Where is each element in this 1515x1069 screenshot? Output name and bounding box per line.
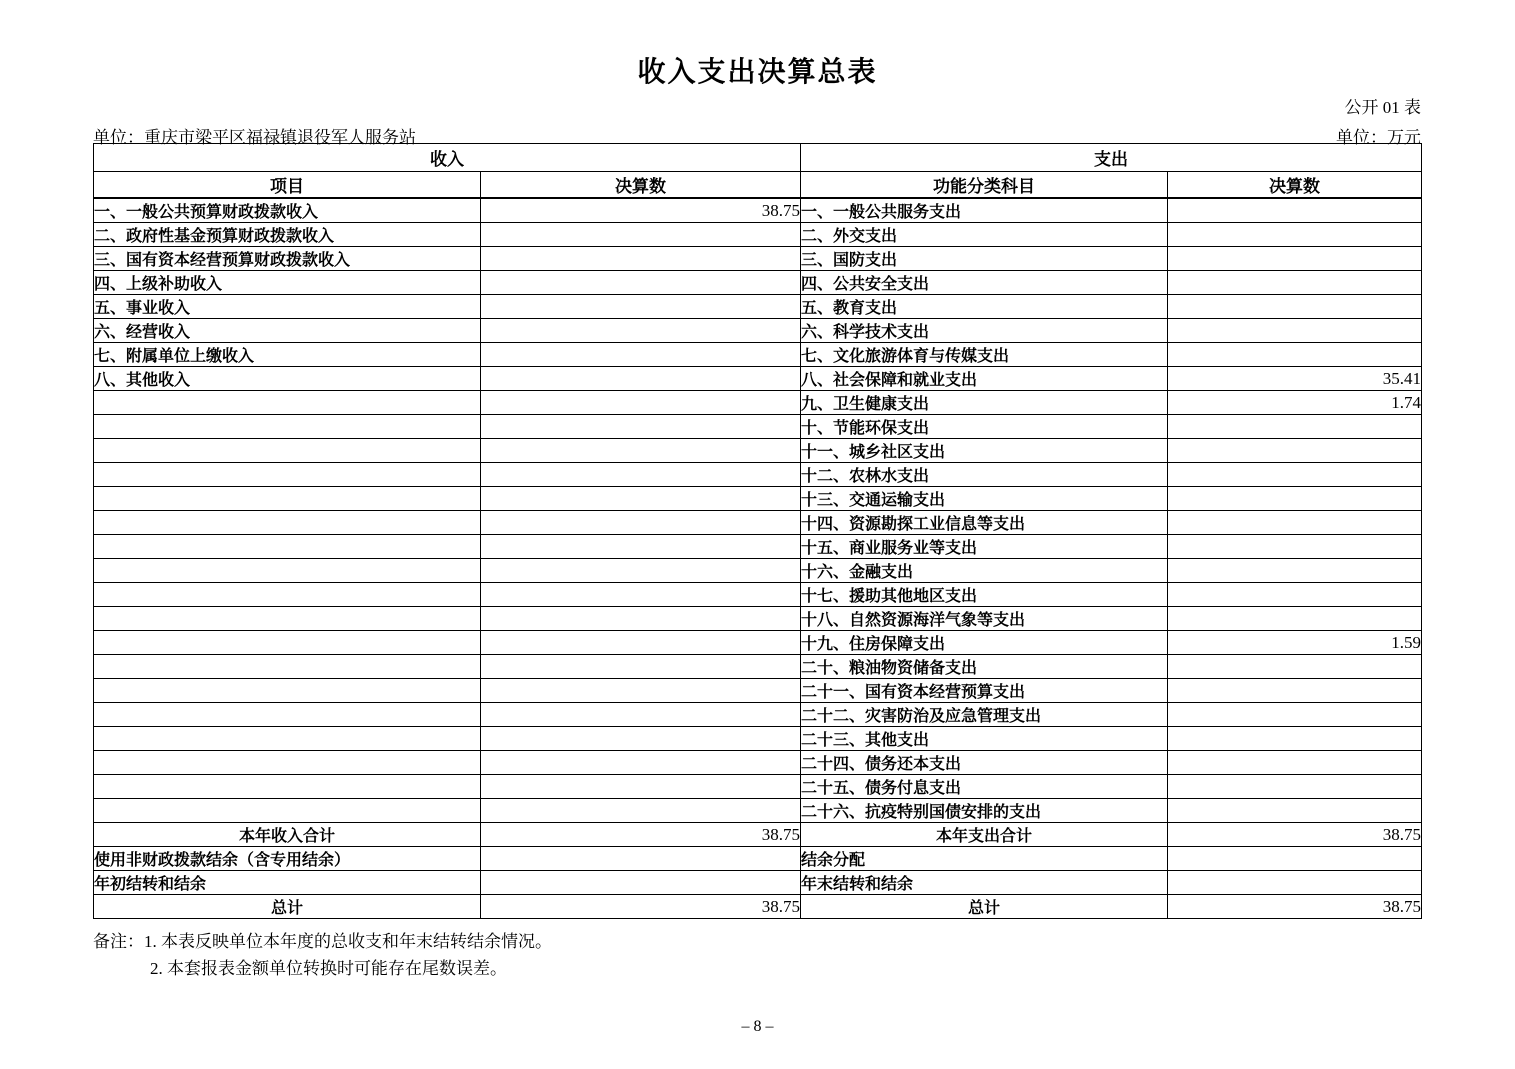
income-amount-cell bbox=[481, 727, 801, 751]
expense-item-cell: 九、卫生健康支出 bbox=[801, 391, 1168, 415]
income-amount-cell bbox=[481, 751, 801, 775]
expense-item-cell: 八、社会保障和就业支出 bbox=[801, 367, 1168, 391]
expense-item-cell: 二十一、国有资本经营预算支出 bbox=[801, 679, 1168, 703]
expense-item-cell: 十二、农林水支出 bbox=[801, 463, 1168, 487]
note-item-2: 2. 本套报表金额单位转换时可能存在尾数误差。 bbox=[150, 959, 507, 978]
income-item-cell: 使用非财政拨款结余（含专用结余） bbox=[94, 847, 481, 871]
table-row bbox=[94, 775, 1422, 799]
expense-amount-cell: 38.75 bbox=[1168, 895, 1422, 919]
column-header-row bbox=[94, 172, 1422, 199]
expense-item-cell: 十七、援助其他地区支出 bbox=[801, 583, 1168, 607]
expense-amount-cell: 35.41 bbox=[1168, 367, 1422, 391]
expense-amount-cell bbox=[1168, 463, 1422, 487]
income-item-cell bbox=[94, 583, 481, 607]
section-header-row bbox=[94, 144, 1422, 172]
income-amount-cell bbox=[481, 247, 801, 271]
summary-row bbox=[94, 895, 1422, 919]
income-item-cell: 七、附属单位上缴收入 bbox=[94, 343, 481, 367]
expense-item-cell: 结余分配 bbox=[801, 847, 1168, 871]
expense-item-cell: 二十二、灾害防治及应急管理支出 bbox=[801, 703, 1168, 727]
income-item-cell bbox=[94, 631, 481, 655]
table-row bbox=[94, 655, 1422, 679]
expense-amount-cell bbox=[1168, 871, 1422, 895]
expense-item-cell: 二十、粮油物资储备支出 bbox=[801, 655, 1168, 679]
income-item-cell bbox=[94, 391, 481, 415]
expense-amount-cell bbox=[1168, 415, 1422, 439]
col-header-expense-amount: 决算数 bbox=[1168, 172, 1422, 199]
income-amount-cell bbox=[481, 439, 801, 463]
table-code-label: 公开 01 表 bbox=[1344, 98, 1421, 117]
expense-amount-cell bbox=[1168, 295, 1422, 319]
income-item-cell bbox=[94, 607, 481, 631]
income-amount-cell: 38.75 bbox=[481, 198, 801, 223]
expense-amount-cell bbox=[1168, 247, 1422, 271]
table-row bbox=[94, 535, 1422, 559]
expense-amount-cell bbox=[1168, 559, 1422, 583]
income-section-header: 收入 bbox=[94, 144, 801, 172]
unit-name-label: 单位：重庆市梁平区福禄镇退役军人服务站 bbox=[93, 128, 416, 147]
expense-amount-cell bbox=[1168, 679, 1422, 703]
expense-amount-cell bbox=[1168, 198, 1422, 223]
income-amount-cell bbox=[481, 343, 801, 367]
table-row bbox=[94, 343, 1422, 367]
expense-item-cell: 五、教育支出 bbox=[801, 295, 1168, 319]
notes-label: 备注： bbox=[93, 932, 144, 951]
income-amount-cell bbox=[481, 607, 801, 631]
expense-amount-cell bbox=[1168, 583, 1422, 607]
expense-item-cell: 十九、住房保障支出 bbox=[801, 631, 1168, 655]
table-row bbox=[94, 799, 1422, 823]
expense-item-cell: 三、国防支出 bbox=[801, 247, 1168, 271]
income-item-cell: 一、一般公共预算财政拨款收入 bbox=[94, 198, 481, 223]
expense-item-cell: 二十五、债务付息支出 bbox=[801, 775, 1168, 799]
income-item-cell bbox=[94, 679, 481, 703]
income-item-cell bbox=[94, 535, 481, 559]
summary-row bbox=[94, 847, 1422, 871]
expense-item-cell: 一、一般公共服务支出 bbox=[801, 198, 1168, 223]
expense-item-cell: 年末结转和结余 bbox=[801, 871, 1168, 895]
note-line-1 bbox=[93, 928, 552, 955]
expense-amount-cell: 1.74 bbox=[1168, 391, 1422, 415]
income-amount-cell bbox=[481, 655, 801, 679]
income-amount-cell bbox=[481, 679, 801, 703]
expense-item-cell: 十三、交通运输支出 bbox=[801, 487, 1168, 511]
income-amount-cell bbox=[481, 271, 801, 295]
table-row bbox=[94, 463, 1422, 487]
income-item-cell bbox=[94, 727, 481, 751]
income-amount-cell bbox=[481, 415, 801, 439]
income-amount-cell bbox=[481, 871, 801, 895]
expense-amount-cell: 38.75 bbox=[1168, 823, 1422, 847]
expense-amount-cell: 1.59 bbox=[1168, 631, 1422, 655]
page-title: 收入支出决算总表 bbox=[637, 57, 878, 88]
table-row bbox=[94, 271, 1422, 295]
table-row bbox=[94, 247, 1422, 271]
income-item-cell bbox=[94, 415, 481, 439]
table-row bbox=[94, 439, 1422, 463]
expense-amount-cell bbox=[1168, 847, 1422, 871]
expense-amount-cell bbox=[1168, 271, 1422, 295]
income-amount-cell bbox=[481, 391, 801, 415]
income-item-cell: 本年收入合计 bbox=[94, 823, 481, 847]
expense-item-cell: 十八、自然资源海洋气象等支出 bbox=[801, 607, 1168, 631]
income-amount-cell bbox=[481, 535, 801, 559]
table-row bbox=[94, 295, 1422, 319]
expense-item-cell: 十一、城乡社区支出 bbox=[801, 439, 1168, 463]
expense-amount-cell bbox=[1168, 511, 1422, 535]
table-row bbox=[94, 751, 1422, 775]
expense-amount-cell bbox=[1168, 223, 1422, 247]
table-row bbox=[94, 415, 1422, 439]
table-row bbox=[94, 223, 1422, 247]
expense-amount-cell bbox=[1168, 439, 1422, 463]
table-row bbox=[94, 583, 1422, 607]
expense-item-cell: 七、文化旅游体育与传媒支出 bbox=[801, 343, 1168, 367]
income-item-cell: 五、事业收入 bbox=[94, 295, 481, 319]
summary-row bbox=[94, 823, 1422, 847]
income-item-cell: 四、上级补助收入 bbox=[94, 271, 481, 295]
income-amount-cell bbox=[481, 631, 801, 655]
income-item-cell bbox=[94, 511, 481, 535]
income-amount-cell bbox=[481, 559, 801, 583]
notes-block bbox=[93, 928, 552, 982]
income-amount-cell bbox=[481, 367, 801, 391]
income-amount-cell bbox=[481, 583, 801, 607]
col-header-expense-item: 功能分类科目 bbox=[801, 172, 1168, 199]
table-row bbox=[94, 631, 1422, 655]
col-header-income-item: 项目 bbox=[94, 172, 481, 199]
table-row bbox=[94, 679, 1422, 703]
table-row bbox=[94, 607, 1422, 631]
income-item-cell: 六、经营收入 bbox=[94, 319, 481, 343]
income-item-cell: 三、国有资本经营预算财政拨款收入 bbox=[94, 247, 481, 271]
expense-item-cell: 十、节能环保支出 bbox=[801, 415, 1168, 439]
table-row bbox=[94, 367, 1422, 391]
income-item-cell bbox=[94, 559, 481, 583]
expense-amount-cell bbox=[1168, 607, 1422, 631]
income-amount-cell: 38.75 bbox=[481, 823, 801, 847]
income-amount-cell bbox=[481, 295, 801, 319]
income-item-cell bbox=[94, 751, 481, 775]
expense-amount-cell bbox=[1168, 487, 1422, 511]
expense-item-cell: 二十六、抗疫特别国债安排的支出 bbox=[801, 799, 1168, 823]
expense-item-cell: 十四、资源勘探工业信息等支出 bbox=[801, 511, 1168, 535]
expense-amount-cell bbox=[1168, 703, 1422, 727]
summary-row bbox=[94, 871, 1422, 895]
expense-amount-cell bbox=[1168, 727, 1422, 751]
income-item-cell bbox=[94, 655, 481, 679]
expense-section-header: 支出 bbox=[801, 144, 1422, 172]
expense-item-cell: 本年支出合计 bbox=[801, 823, 1168, 847]
income-item-cell bbox=[94, 487, 481, 511]
income-amount-cell bbox=[481, 463, 801, 487]
table-row bbox=[94, 559, 1422, 583]
income-item-cell bbox=[94, 799, 481, 823]
expense-amount-cell bbox=[1168, 535, 1422, 559]
expense-amount-cell bbox=[1168, 655, 1422, 679]
table-row bbox=[94, 703, 1422, 727]
income-amount-cell bbox=[481, 223, 801, 247]
expense-amount-cell bbox=[1168, 775, 1422, 799]
expense-amount-cell bbox=[1168, 751, 1422, 775]
page-number: – 8 – bbox=[741, 1018, 774, 1035]
expense-item-cell: 十六、金融支出 bbox=[801, 559, 1168, 583]
expense-item-cell: 二、外交支出 bbox=[801, 223, 1168, 247]
income-amount-cell: 38.75 bbox=[481, 895, 801, 919]
income-item-cell bbox=[94, 439, 481, 463]
expense-item-cell: 总计 bbox=[801, 895, 1168, 919]
expense-amount-cell bbox=[1168, 343, 1422, 367]
col-header-income-amount: 决算数 bbox=[481, 172, 801, 199]
income-amount-cell bbox=[481, 775, 801, 799]
income-item-cell: 八、其他收入 bbox=[94, 367, 481, 391]
income-amount-cell bbox=[481, 799, 801, 823]
income-amount-cell bbox=[481, 487, 801, 511]
expense-item-cell: 四、公共安全支出 bbox=[801, 271, 1168, 295]
table-row bbox=[94, 511, 1422, 535]
income-amount-cell bbox=[481, 703, 801, 727]
expense-item-cell: 二十三、其他支出 bbox=[801, 727, 1168, 751]
expense-amount-cell bbox=[1168, 799, 1422, 823]
table-row bbox=[94, 727, 1422, 751]
income-item-cell: 年初结转和结余 bbox=[94, 871, 481, 895]
meta-block bbox=[93, 93, 1421, 148]
expense-item-cell: 二十四、债务还本支出 bbox=[801, 751, 1168, 775]
expense-item-cell: 十五、商业服务业等支出 bbox=[801, 535, 1168, 559]
income-amount-cell bbox=[481, 319, 801, 343]
income-amount-cell bbox=[481, 511, 801, 535]
expense-amount-cell bbox=[1168, 319, 1422, 343]
expense-item-cell: 六、科学技术支出 bbox=[801, 319, 1168, 343]
income-item-cell bbox=[94, 703, 481, 727]
income-item-cell: 二、政府性基金预算财政拨款收入 bbox=[94, 223, 481, 247]
budget-summary-table bbox=[93, 143, 1422, 919]
table-row bbox=[94, 487, 1422, 511]
table-row bbox=[94, 198, 1422, 223]
income-amount-cell bbox=[481, 847, 801, 871]
table-row bbox=[94, 391, 1422, 415]
income-item-cell: 总计 bbox=[94, 895, 481, 919]
income-item-cell bbox=[94, 463, 481, 487]
income-item-cell bbox=[94, 775, 481, 799]
unit-of-measure-label: 单位：万元 bbox=[1336, 128, 1421, 147]
note-item-1: 1. 本表反映单位本年度的总收支和年末结转结余情况。 bbox=[144, 932, 552, 951]
table-row bbox=[94, 319, 1422, 343]
